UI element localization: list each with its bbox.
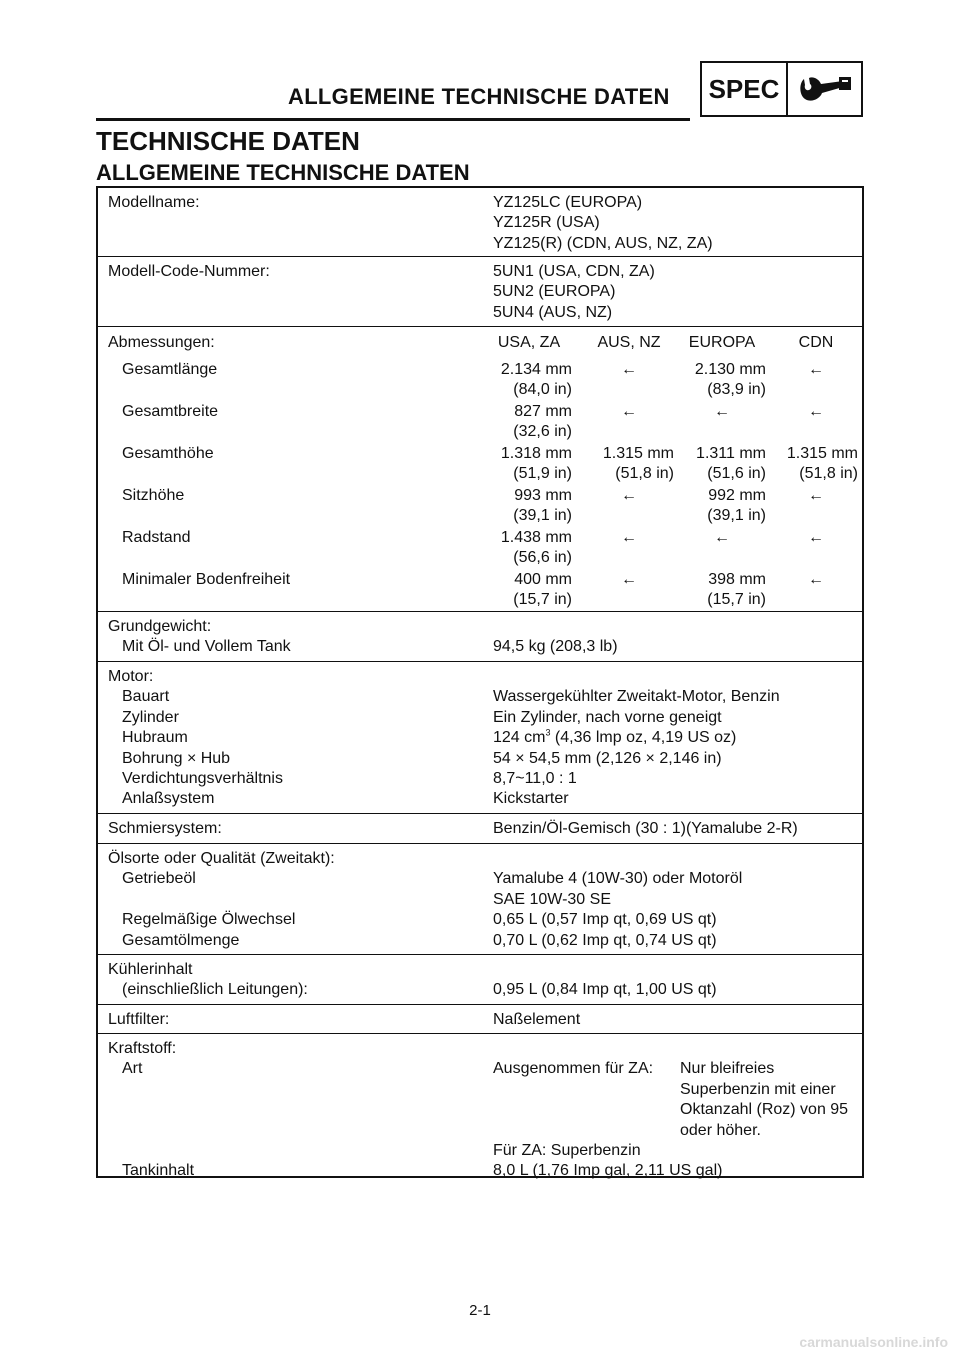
fuel-type-value: Oktanzahl (Roz) von 95 [680,1101,849,1119]
dimension-usa-value: 827 mm (32,6 in) [513,403,572,441]
model-code-value: 5UN1 (USA, CDN, ZA) [493,263,655,280]
oil-label: Ölsorte oder Qualität (Zweitakt): [108,850,335,867]
fuel-type-value: Nur bleifreies [680,1060,775,1078]
engine-item-value: 124 $cm^3$ (4,36 lmp oz, 4,19 US oz) [493,727,737,747]
lubrication-value: Benzin/Öl-Gemisch (30 : 1)(Yamalube 2-R) [493,820,798,837]
fuel-type-value: oder höher. [680,1121,761,1139]
row-oil [98,844,862,955]
dimension-aus-value: ← [621,403,637,420]
engine-item-value: 8,7~11,0 : 1 [493,770,577,788]
dimension-name: Sitzhöhe [122,487,185,504]
spec-table [96,186,864,1178]
dimension-cdn-value: ← [808,529,824,546]
dimension-aus-value: ← [621,487,637,504]
oil-item-name: Regelmäßige Ölwechsel [122,911,296,929]
dimension-europa-value: 2.130 mm (83,9 in) [694,361,766,399]
dimension-cdn-value: ← [808,487,824,504]
dimension-aus-value: ← [621,571,637,588]
engine-item-value: Ein Zylinder, nach vorne geneigt [493,708,722,726]
dimension-cdn-value: ← [808,403,824,420]
page-number: 2-1 [469,1302,491,1319]
air-filter-value: Naßelement [493,1011,581,1028]
dimension-name: Gesamtbreite [122,403,219,420]
dimension-europa-value: ← [714,403,730,420]
row-model-code [98,257,862,327]
fuel-type-prefix: Ausgenommen für ZA: [493,1060,654,1078]
column-header-cdn: CDN [798,334,834,351]
dimension-name: Minimaler Bodenfreiheit [122,571,291,588]
engine-item-name: Zylinder [122,708,179,726]
dimension-usa-value: 1.438 mm (56,6 in) [500,529,572,567]
oil-item-name: Gesamtölmenge [122,931,240,949]
weight-value: 94,5 kg (208,3 lb) [493,638,618,656]
oil-item-value: Yamalube 4 (10W-30) oder Motoröl [493,870,743,888]
engine-item-value: Wassergekühlter Zweitakt-Motor, Benzin [493,688,780,706]
dimension-cdn-value: ← [808,361,824,378]
row-coolant [98,955,862,1005]
dimension-europa-value: 1.311 mm (51,6 in) [696,445,766,483]
air-filter-label: Luftfilter: [108,1011,170,1028]
dimension-europa-value: 992 mm (39,1 in) [707,487,766,525]
dimension-europa-value: 398 mm (15,7 in) [707,571,766,609]
dimension-europa-value: ← [714,529,730,546]
dimensions-label: Abmessungen: [108,334,215,351]
model-value: YZ125R (USA) [493,214,600,232]
engine-item-name: Bauart [122,688,170,706]
watermark: carmanualsonline.info [799,1334,948,1350]
dimension-name: Gesamthöhe [122,445,214,462]
oil-item-value: 0,65 L (0,57 Imp qt, 0,69 US qt) [493,911,717,929]
dimension-name: Radstand [122,529,191,546]
dimension-name: Gesamtlänge [122,361,218,378]
column-header-aus-nz: AUS, NZ [597,334,661,351]
oil-item-value: SAE 10W-30 SE [493,890,611,908]
row-lubrication [98,814,862,844]
engine-item-name: Verdichtungsverhältnis [122,770,283,788]
row-engine [98,662,862,814]
row-air-filter [98,1005,862,1034]
fuel-label: Kraftstoff: [108,1040,177,1057]
fuel-type-value: Superbenzin mit einer [680,1080,836,1098]
dimension-cdn-value: ← [808,571,824,588]
fuel-type-label: Art [122,1060,143,1078]
weight-label: Grundgewicht: [108,618,212,635]
row-fuel [98,1034,862,1180]
oil-item-name: Getriebeöl [122,870,196,888]
dimension-aus-value: 1.315 mm (51,8 in) [602,445,674,483]
header-title: ALLGEMEINE TECHNISCHE DATEN [288,84,670,109]
dimension-aus-value: ← [621,529,637,546]
wrench-icon [788,63,861,115]
dimension-aus-value: ← [621,361,637,378]
model-label: Modellname: [108,194,200,211]
tank-capacity-value: 8,0 L (1,76 Imp gal, 2,11 US gal) [493,1162,723,1180]
tank-capacity-label: Tankinhalt [122,1162,195,1180]
dimension-usa-value: 993 mm (39,1 in) [513,487,572,525]
dimension-usa-value: 2.134 mm (84,0 in) [500,361,572,399]
model-value: YZ125LC (EUROPA) [493,194,643,211]
lubrication-label: Schmiersystem: [108,820,222,837]
engine-label: Motor: [108,668,154,685]
fuel-za-note: Für ZA: Superbenzin [493,1142,641,1159]
model-code-value: 5UN2 (EUROPA) [493,283,616,301]
row-weight [98,612,862,662]
dimension-usa-value: 1.318 mm (51,9 in) [500,445,572,483]
engine-item-value: Kickstarter [493,790,569,808]
column-header-usa-za: USA, ZA [497,334,561,351]
page-title: TECHNISCHE DATEN [96,126,360,156]
spec-label: SPEC [702,63,788,115]
spec-badge [700,61,863,117]
row-model-name [98,188,862,257]
coolant-value: 0,95 L (0,84 Imp qt, 1,00 US qt) [493,981,717,999]
row-dimensions [98,327,862,612]
model-value: YZ125(R) (CDN, AUS, NZ, ZA) [493,234,713,252]
column-header-europa: EUROPA [688,334,756,351]
engine-item-name: Hubraum [122,729,188,747]
model-code-value: 5UN4 (AUS, NZ) [493,303,613,321]
header-rule [96,118,690,121]
weight-sub-label: Mit Öl- und Vollem Tank [122,638,291,656]
coolant-sub-label: (einschließlich Leitungen): [122,981,308,999]
oil-item-value: 0,70 L (0,62 Imp qt, 0,74 US qt) [493,931,717,949]
dimension-usa-value: 400 mm (15,7 in) [513,571,572,609]
engine-item-value: 54 × 54,5 mm (2,126 × 2,146 in) [493,749,722,767]
dimension-cdn-value: 1.315 mm (51,8 in) [786,445,858,483]
engine-item-name: Bohrung × Hub [122,749,231,767]
engine-item-name: Anlaßsystem [122,790,215,808]
coolant-label: Kühlerinhalt [108,961,193,978]
section-title: ALLGEMEINE TECHNISCHE DATEN [96,160,470,185]
model-code-label: Modell-Code-Nummer: [108,263,270,280]
